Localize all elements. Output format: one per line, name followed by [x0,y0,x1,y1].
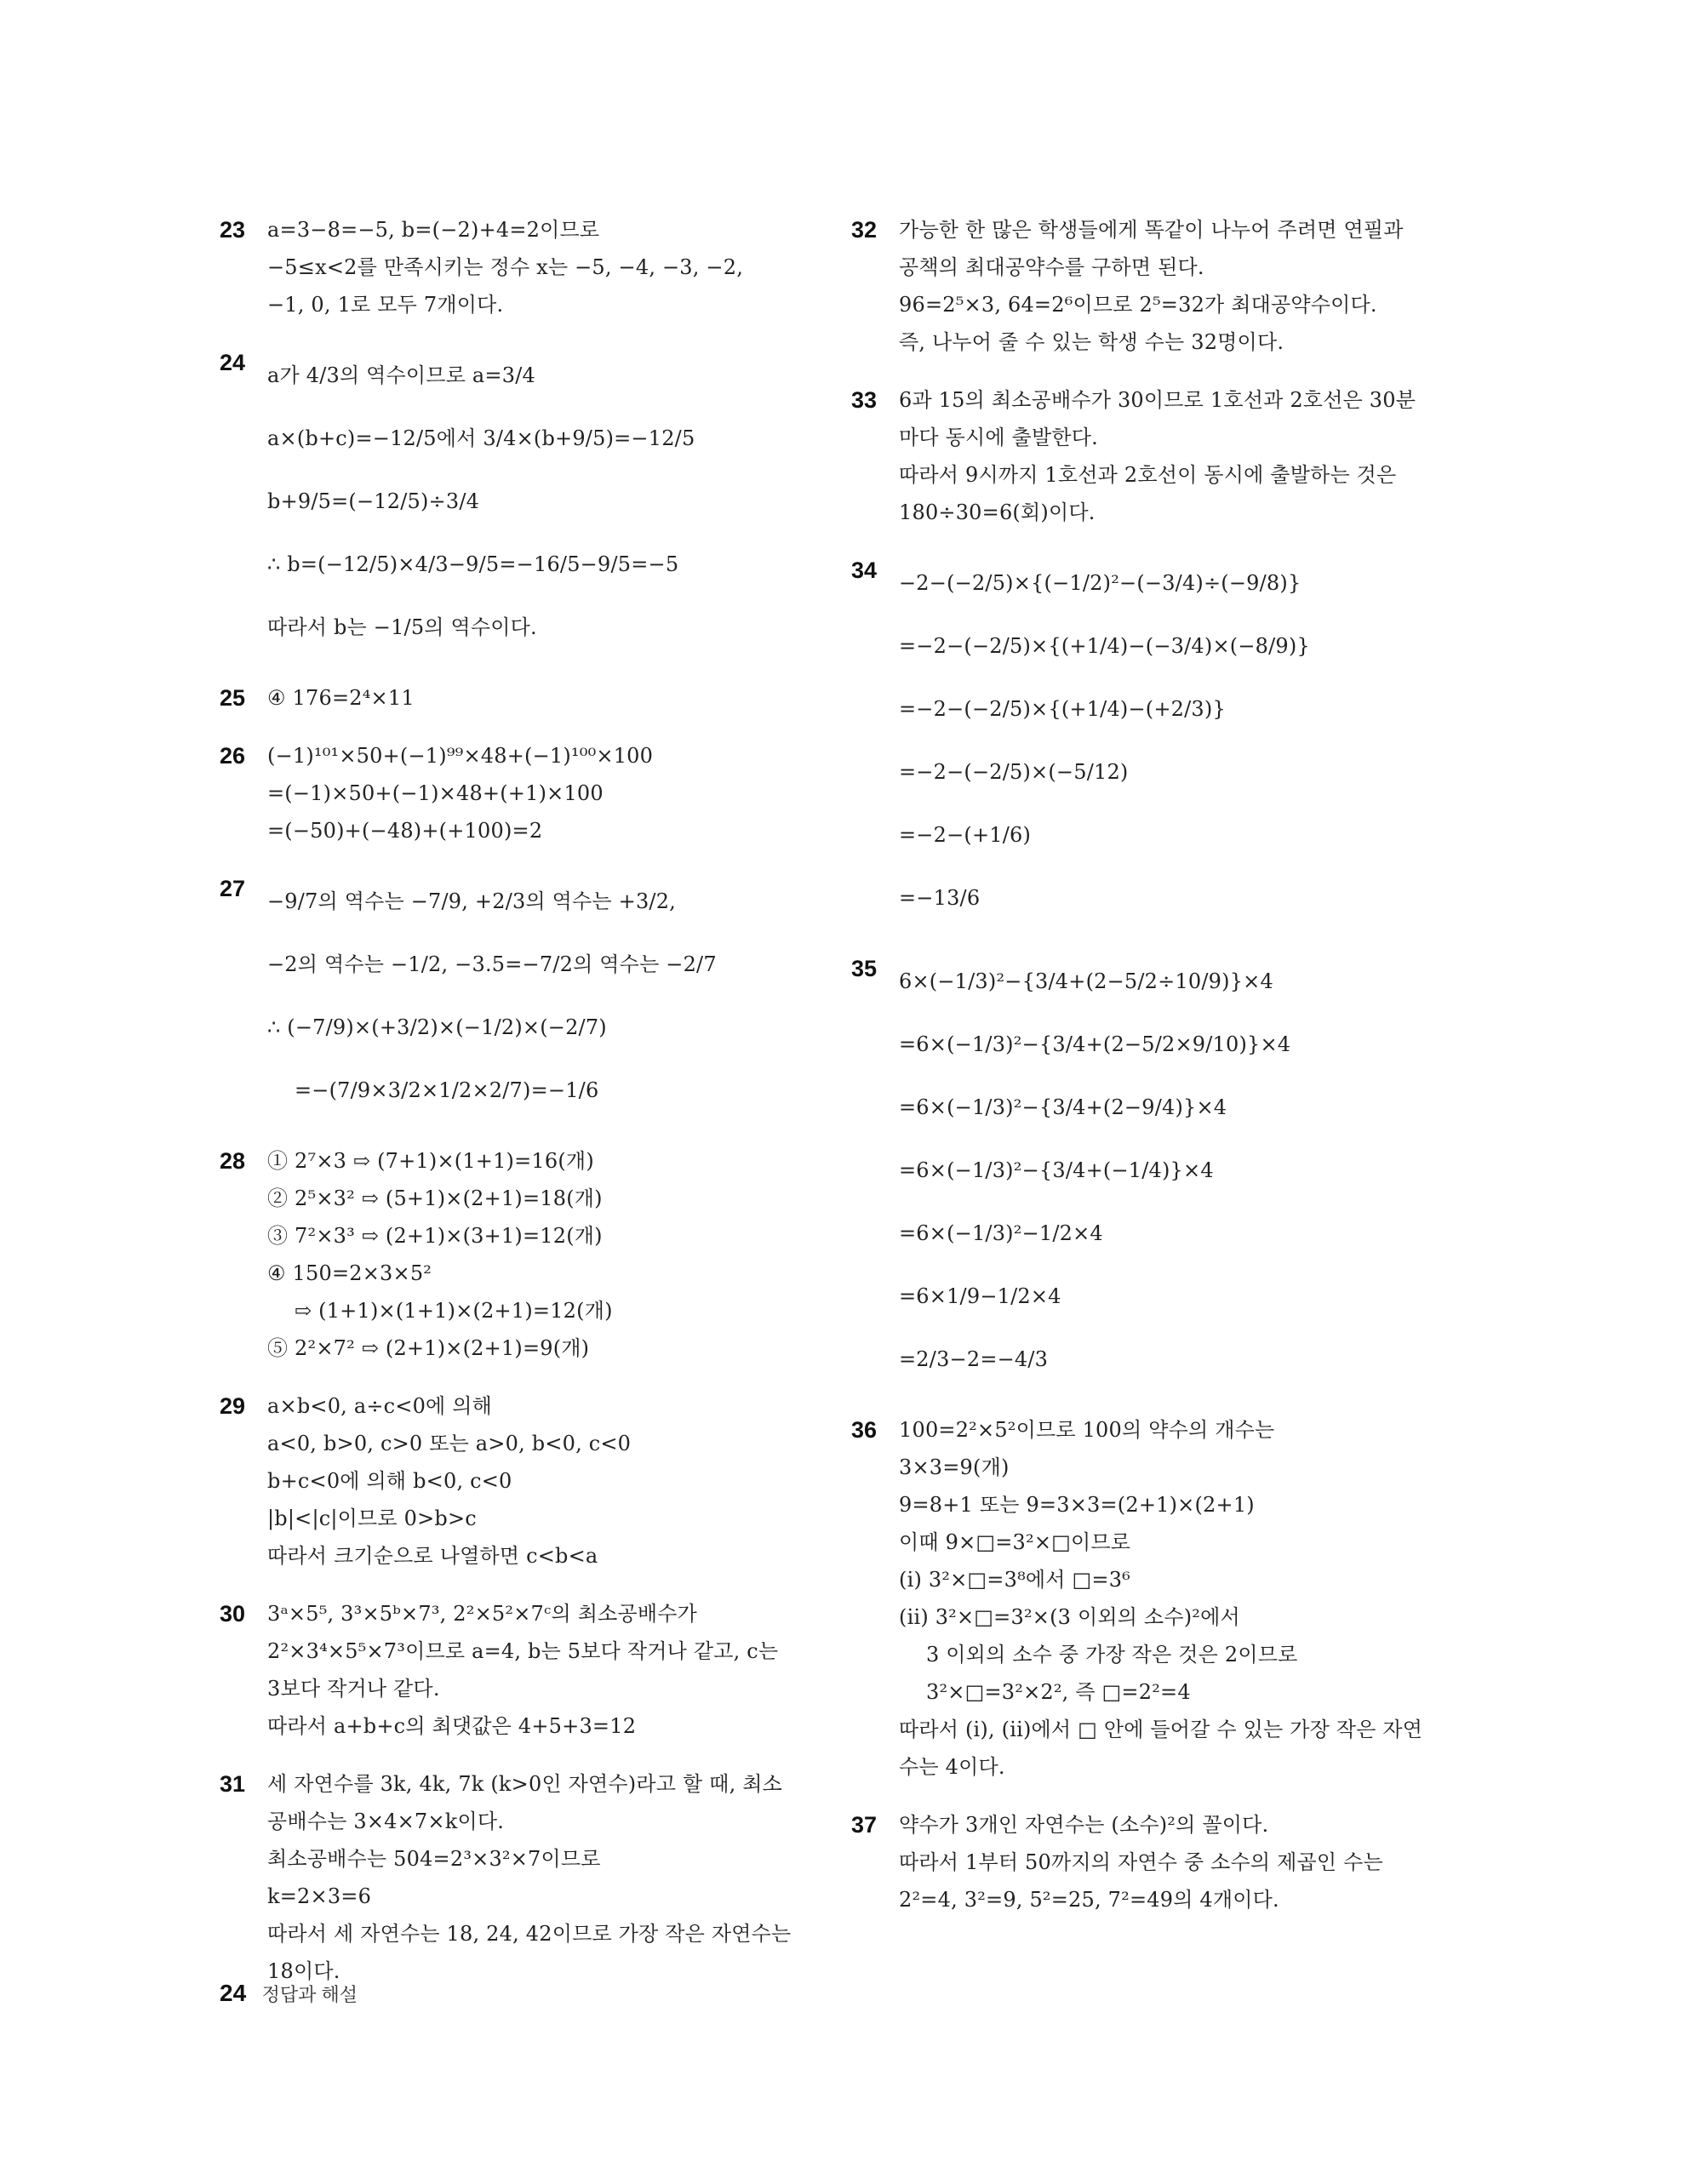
solution-line: =−13/6 [899,886,981,910]
problem-number: 34 [851,557,878,583]
page-footer [220,1980,358,2007]
left-column [220,211,832,2010]
problem-number: 28 [220,1148,246,1174]
solution-line: (−1)¹⁰¹×50+(−1)⁹⁹×48+(−1)¹⁰⁰×100 [267,744,654,768]
solution-line: 18이다. [267,1959,340,1983]
problem-number: 37 [851,1812,878,1838]
problem-number: 29 [220,1393,246,1419]
problem-number: 24 [220,350,246,375]
solution-line: −2−(−2/5)×{(−1/2)²−(−3/4)÷(−9/8)} [899,571,1302,595]
footer-label: 정답과 해설 [261,1984,358,2005]
solution-line: 180÷30=6(회)이다. [899,500,1096,524]
solution-line: a<0, b>0, c>0 또는 a>0, b<0, c<0 [267,1432,632,1455]
solution-line: =6×1/9−1/2×4 [899,1284,1061,1308]
solution-line: =−2−(+1/6) [899,823,1032,847]
problem-37 [851,1806,1430,1918]
solution-line: 가능한 한 많은 학생들에게 똑같이 나누어 주려면 연필과 [899,218,1404,242]
solution-line: ③ 7²×3³ ⇨ (2+1)×(3+1)=12(개) [267,1224,603,1248]
solution-line: ∴ b=(−12/5)×4/3−9/5=−16/5−9/5=−5 [267,552,679,576]
solution-line: (i) 3²×□=3⁸에서 □=3⁶ [899,1568,1130,1592]
problem-30 [220,1595,832,1745]
solution-line: ① 2⁷×3 ⇨ (7+1)×(1+1)=16(개) [267,1149,594,1173]
solution-line: a×b<0, a÷c<0에 의해 [267,1394,493,1418]
solution-line: =2/3−2=−4/3 [899,1347,1049,1371]
problem-27 [220,870,832,1122]
solution-line: 약수가 3개인 자연수는 (소수)²의 꼴이다. [899,1813,1269,1837]
problem-25 [220,679,832,717]
solution-line: 3²×□=3²×2², 즉 □=2²=4 [926,1680,1191,1704]
solution-line: 따라서 9시까지 1호선과 2호선이 동시에 출발하는 것은 [899,463,1397,487]
solution-line: k=2×3=6 [267,1884,372,1908]
solution-line: −5≤x<2를 만족시키는 정수 x는 −5, −4, −3, −2, [267,255,744,279]
problem-number: 36 [851,1417,878,1443]
solution-line: a=3−8=−5, b=(−2)+4=2이므로 [267,218,600,242]
solution-line: ④ 176=2⁴×11 [267,686,415,710]
problem-28 [220,1142,832,1367]
solution-line: b+9/5=(−12/5)÷3/4 [267,489,480,513]
solution-line: =−2−(−2/5)×(−5/12) [899,760,1129,784]
solution-line: =6×(−1/3)²−{3/4+(2−5/2×9/10)}×4 [899,1032,1291,1056]
solution-line: −2의 역수는 −1/2, −3.5=−7/2의 역수는 −2/7 [267,952,717,976]
solution-line: 공책의 최대공약수를 구하면 된다. [899,255,1204,279]
solution-line: 96=2⁵×3, 64=2⁶이므로 2⁵=32가 최대공약수이다. [899,293,1377,317]
right-column [851,211,1430,1939]
solution-line: 6×(−1/3)²−{3/4+(2−5/2÷10/9)}×4 [899,969,1273,993]
problem-36 [851,1411,1430,1786]
problem-33 [851,381,1430,531]
solution-line: =6×(−1/3)²−1/2×4 [899,1221,1103,1245]
solution-line: =−2−(−2/5)×{(+1/4)−(−3/4)×(−8/9)} [899,634,1310,658]
solution-line: 6과 15의 최소공배수가 30이므로 1호선과 2호선은 30분 [899,388,1416,412]
problem-24 [220,344,832,659]
solution-line: |b|<|c|이므로 0>b>c [267,1507,477,1530]
solution-line: 9=8+1 또는 9=3×3=(2+1)×(2+1) [899,1493,1255,1517]
solution-line: ⑤ 2²×7² ⇨ (2+1)×(2+1)=9(개) [267,1336,590,1360]
solution-line: a×(b+c)=−12/5에서 3/4×(b+9/5)=−12/5 [267,426,695,450]
solution-line: a가 4/3의 역수이므로 a=3/4 [267,363,535,387]
solution-line: =(−50)+(−48)+(+100)=2 [267,819,543,843]
solution-line: 이때 9×□=3²×□이므로 [899,1530,1131,1554]
solution-line: 즉, 나누어 줄 수 있는 학생 수는 32명이다. [899,330,1284,354]
problem-23 [220,211,832,323]
solution-line: 따라서 1부터 50까지의 자연수 중 소수의 제곱인 수는 [899,1850,1383,1874]
solution-line: 따라서 (i), (ii)에서 □ 안에 들어갈 수 있는 가장 작은 자연 [899,1718,1423,1741]
problem-number: 26 [220,743,246,769]
solution-line: 마다 동시에 출발한다. [899,426,1098,449]
problem-number: 33 [851,387,878,413]
page-number: 24 [220,1980,247,2006]
solution-line: 따라서 세 자연수는 18, 24, 42이므로 가장 작은 자연수는 [267,1922,792,1946]
solution-line: (ii) 3²×□=3²×(3 이외의 소수)²에서 [899,1605,1240,1629]
solution-line: −9/7의 역수는 −7/9, +2/3의 역수는 +3/2, [267,889,677,913]
solution-line: =−2−(−2/5)×{(+1/4)−(+2/3)} [899,697,1226,721]
solution-line: 수는 4이다. [899,1755,1005,1779]
solution-line: 최소공배수는 504=2³×3²×7이므로 [267,1847,601,1871]
problem-32 [851,211,1430,361]
solution-line: 공배수는 3×4×7×k이다. [267,1810,505,1833]
solution-line: ∴ (−7/9)×(+3/2)×(−1/2)×(−2/7) [267,1015,607,1039]
solution-line: 따라서 a+b+c의 최댓값은 4+5+3=12 [267,1714,637,1738]
solution-line: 세 자연수를 3k, 4k, 7k (k>0인 자연수)라고 할 때, 최소 [267,1772,782,1796]
solution-line: −1, 0, 1로 모두 7개이다. [267,293,504,317]
problem-number: 35 [851,956,878,981]
solution-line: 100=2²×5²이므로 100의 약수의 개수는 [899,1418,1275,1442]
solution-line: 3보다 작거나 같다. [267,1677,440,1701]
solution-line: =−(7/9×3/2×1/2×2/7)=−1/6 [295,1078,599,1102]
problem-26 [220,737,832,849]
problem-35 [851,950,1430,1391]
problem-31 [220,1765,832,1990]
solution-line: ⇨ (1+1)×(1+1)×(2+1)=12(개) [295,1299,613,1323]
problem-34 [851,552,1430,929]
solution-line: 3ᵃ×5⁵, 3³×5ᵇ×7³, 2²×5²×7ᶜ의 최소공배수가 [267,1602,698,1626]
solution-line: 2²=4, 3²=9, 5²=25, 7²=49의 4개이다. [899,1888,1279,1912]
solution-line: =(−1)×50+(−1)×48+(+1)×100 [267,781,604,805]
problem-number: 31 [220,1771,246,1797]
problem-number: 32 [851,217,878,243]
solution-line: 따라서 크기순으로 나열하면 c<b<a [267,1544,598,1568]
solution-line: ② 2⁵×3² ⇨ (5+1)×(2+1)=18(개) [267,1186,603,1210]
problem-number: 23 [220,217,246,243]
problem-number: 27 [220,876,246,901]
solution-line: =6×(−1/3)²−{3/4+(2−9/4)}×4 [899,1095,1227,1119]
solution-line: b+c<0에 의해 b<0, c<0 [267,1469,512,1493]
solution-line: 따라서 b는 −1/5의 역수이다. [267,615,537,639]
problem-number: 30 [220,1601,246,1627]
solution-line: 2²×3⁴×5⁵×7³이므로 a=4, b는 5보다 작거나 같고, c는 [267,1639,779,1663]
solution-line: 3 이외의 소수 중 가장 작은 것은 2이므로 [926,1643,1298,1667]
problem-29 [220,1387,832,1575]
solution-line: ④ 150=2×3×5² [267,1261,432,1285]
solution-line: =6×(−1/3)²−{3/4+(−1/4)}×4 [899,1158,1214,1182]
problem-number: 25 [220,685,246,711]
solution-line: 3×3=9(개) [899,1455,1010,1479]
